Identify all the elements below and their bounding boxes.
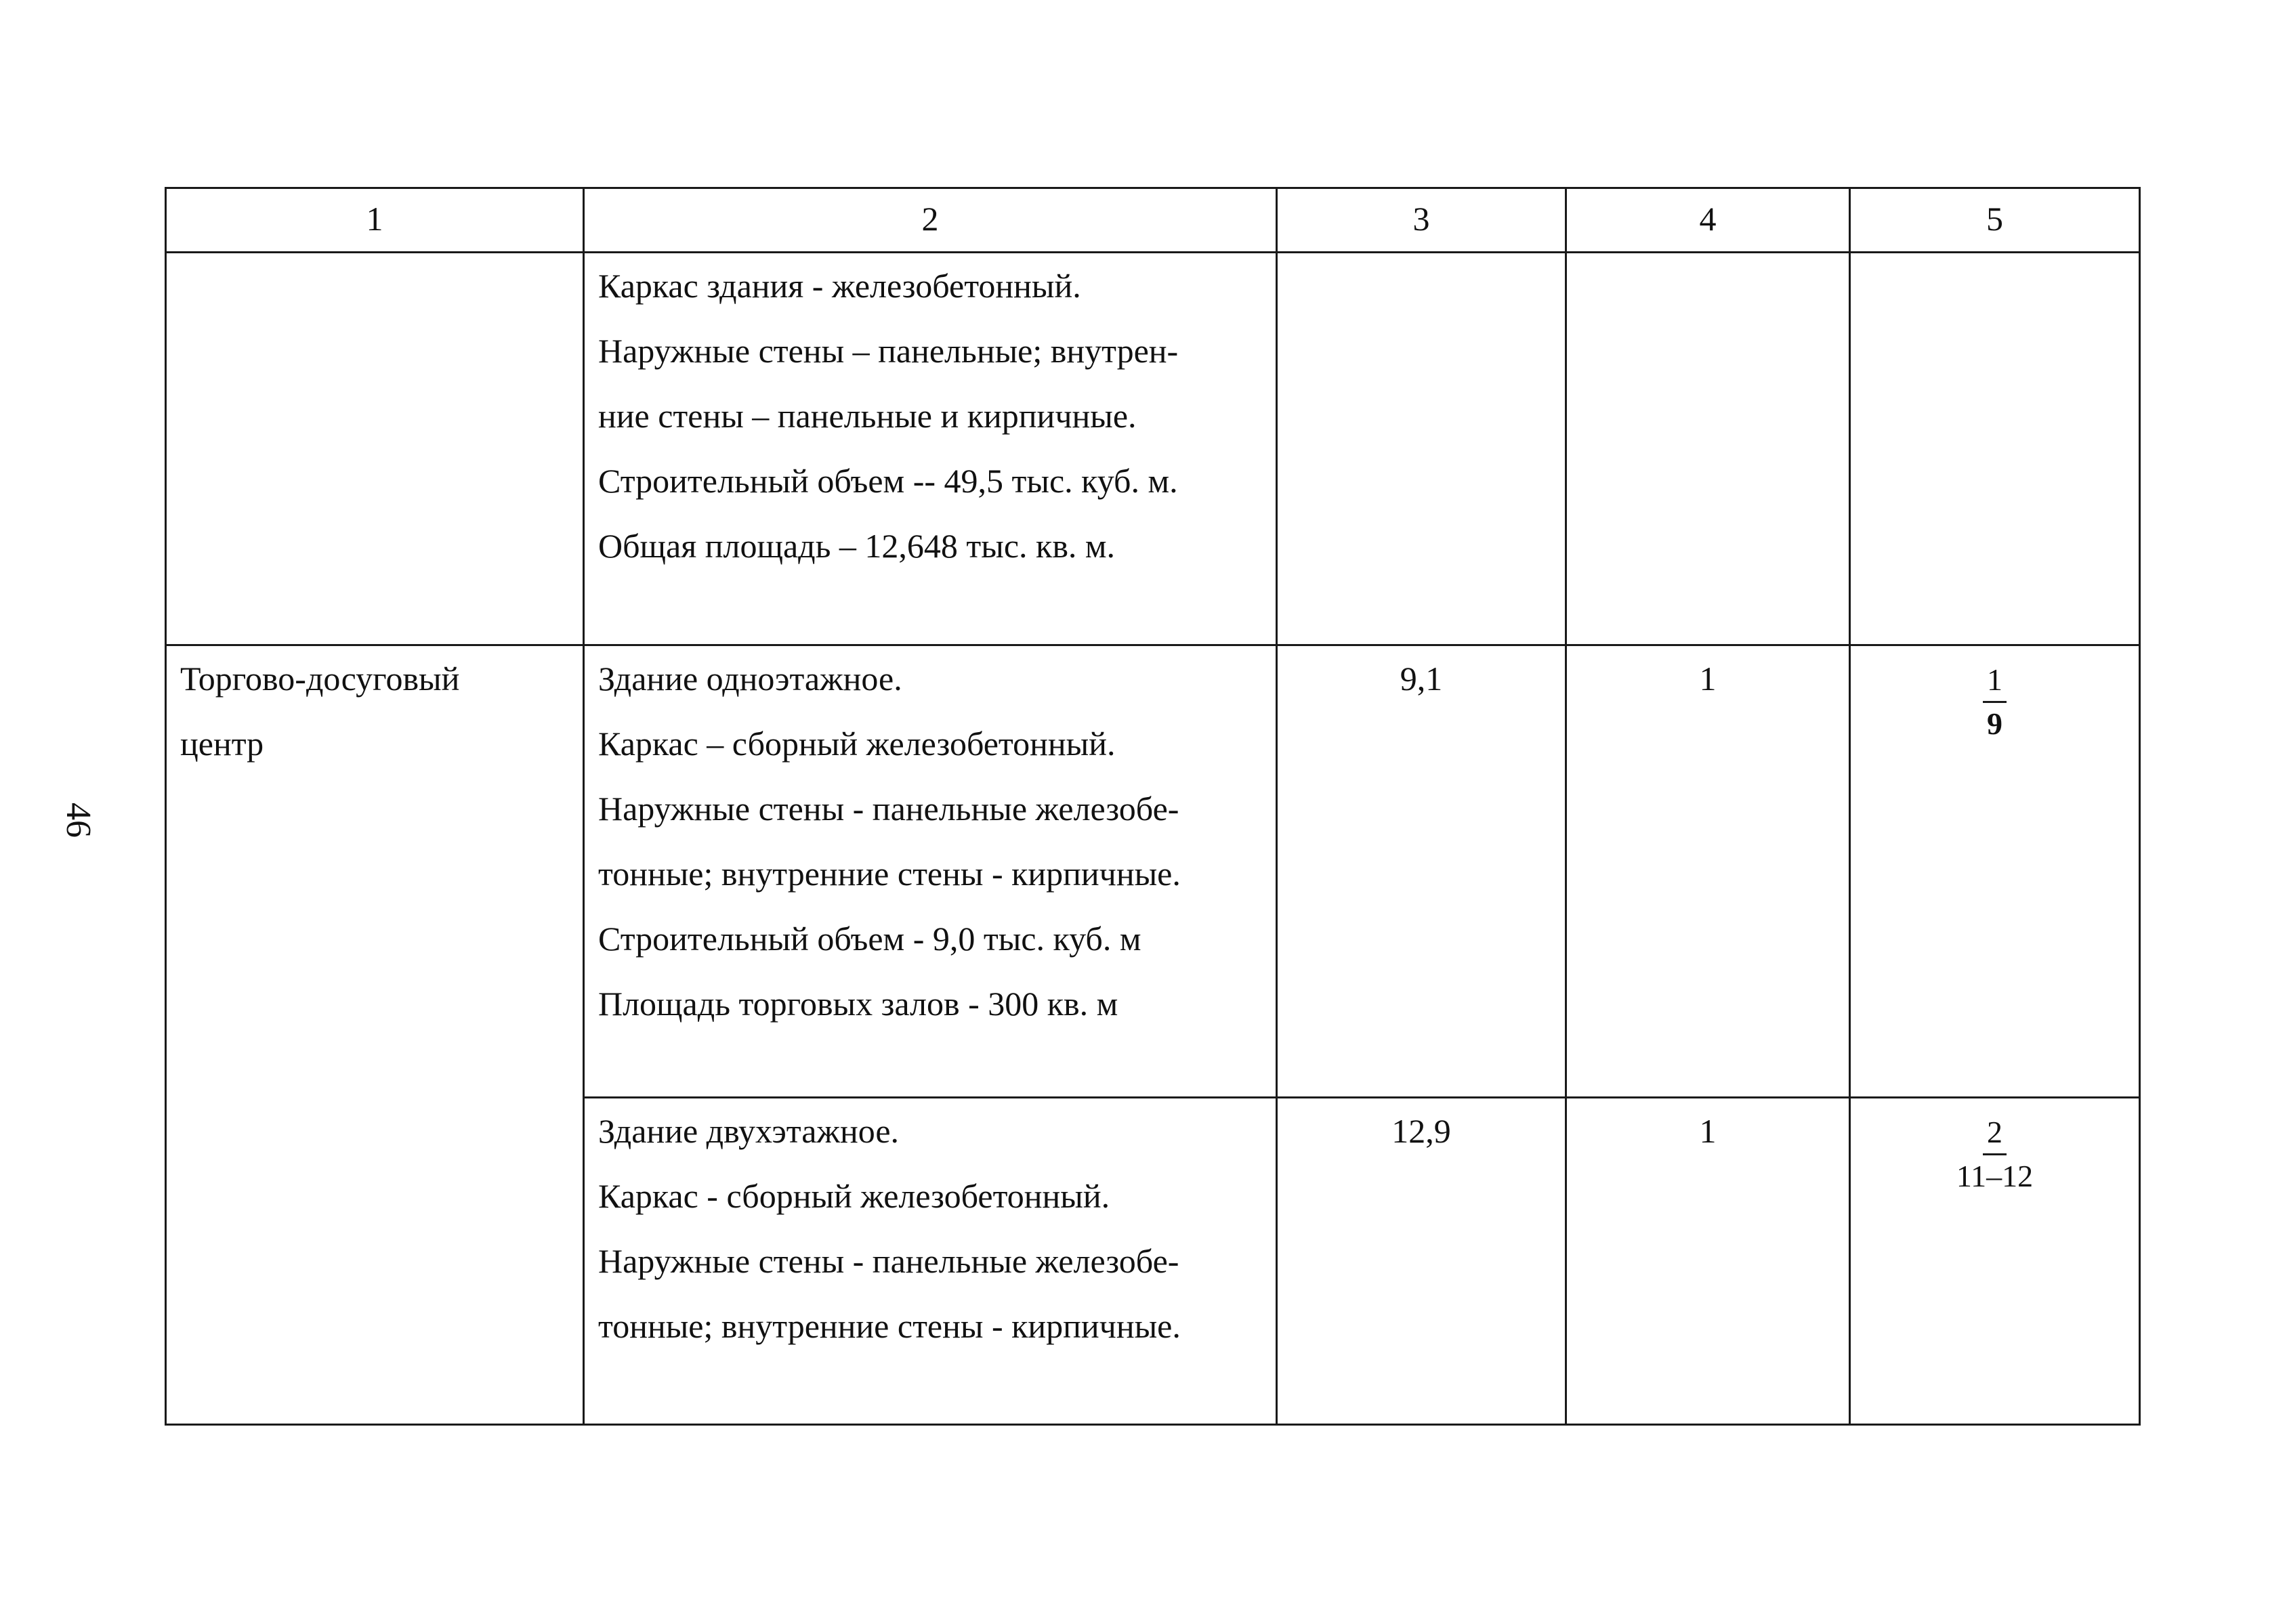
description-line: Строительный объем -- 49,5 тыс. куб. м. — [598, 462, 1178, 500]
table-row — [166, 645, 2140, 1098]
row-1-name-cell — [166, 253, 584, 645]
description-line: Каркас - сборный железобетонный. — [598, 1177, 1110, 1215]
header-col-3: 3 — [1277, 188, 1566, 253]
description-line: Каркас – сборный железобетонный. — [598, 725, 1116, 763]
row-3-col5-cell — [1850, 1098, 2140, 1425]
page-number: 46 — [59, 803, 98, 838]
object-name-line: Торгово-досуговый — [180, 660, 460, 698]
fraction-numerator: 2 — [1983, 1117, 2007, 1155]
table-header-row — [166, 188, 2140, 253]
description-line: ние стены – панельные и кирпичные. — [598, 397, 1137, 435]
object-name-line: центр — [180, 725, 264, 763]
fraction — [1956, 1117, 2033, 1192]
description-line: Строительный объем - 9,0 тыс. куб. м — [598, 920, 1141, 958]
header-col-5: 5 — [1850, 188, 2140, 253]
description-line: Площадь торговых залов - 300 кв. м — [598, 985, 1118, 1023]
header-col-4: 4 — [1566, 188, 1850, 253]
header-col-2: 2 — [584, 188, 1277, 253]
row-3-col4-value: 1 — [1566, 1098, 1850, 1425]
description-line: Наружные стены – панельные; внутрен- — [598, 332, 1179, 370]
description-line: Наружные стены - панельные железобе- — [598, 1242, 1179, 1280]
description-line: Здание двухэтажное. — [598, 1112, 900, 1150]
fraction-denominator: 9 — [1987, 706, 2002, 741]
description-line: Общая площадь – 12,648 тыс. кв. м. — [598, 527, 1116, 565]
row-3-description-cell — [584, 1098, 1277, 1425]
row-2-col3-value: 9,1 — [1277, 645, 1566, 1098]
description-line: Каркас здания - железобетонный. — [598, 267, 1081, 305]
data-table — [165, 187, 2141, 1426]
fraction-denominator: 11–12 — [1956, 1159, 2034, 1193]
description-line: тонные; внутренние стены - кирпичные. — [598, 855, 1181, 893]
row-1-col5-cell — [1850, 253, 2140, 645]
fraction — [1983, 664, 2007, 740]
description-line: Здание одноэтажное. — [598, 660, 902, 698]
fraction-numerator: 1 — [1983, 664, 2007, 703]
row-2-name-cell — [166, 645, 584, 1425]
row-2-col5-cell — [1850, 645, 2140, 1098]
row-1-col4-cell — [1566, 253, 1850, 645]
row-3-col3-value: 12,9 — [1277, 1098, 1566, 1425]
description-line: тонные; внутренние стены - кирпичные. — [598, 1307, 1181, 1345]
table-row — [166, 253, 2140, 645]
row-2-description-cell — [584, 645, 1277, 1098]
row-1-col3-cell — [1277, 253, 1566, 645]
row-2-col4-value: 1 — [1566, 645, 1850, 1098]
row-1-description-cell — [584, 253, 1277, 645]
description-line: Наружные стены - панельные железобе- — [598, 790, 1179, 828]
header-col-1: 1 — [166, 188, 584, 253]
